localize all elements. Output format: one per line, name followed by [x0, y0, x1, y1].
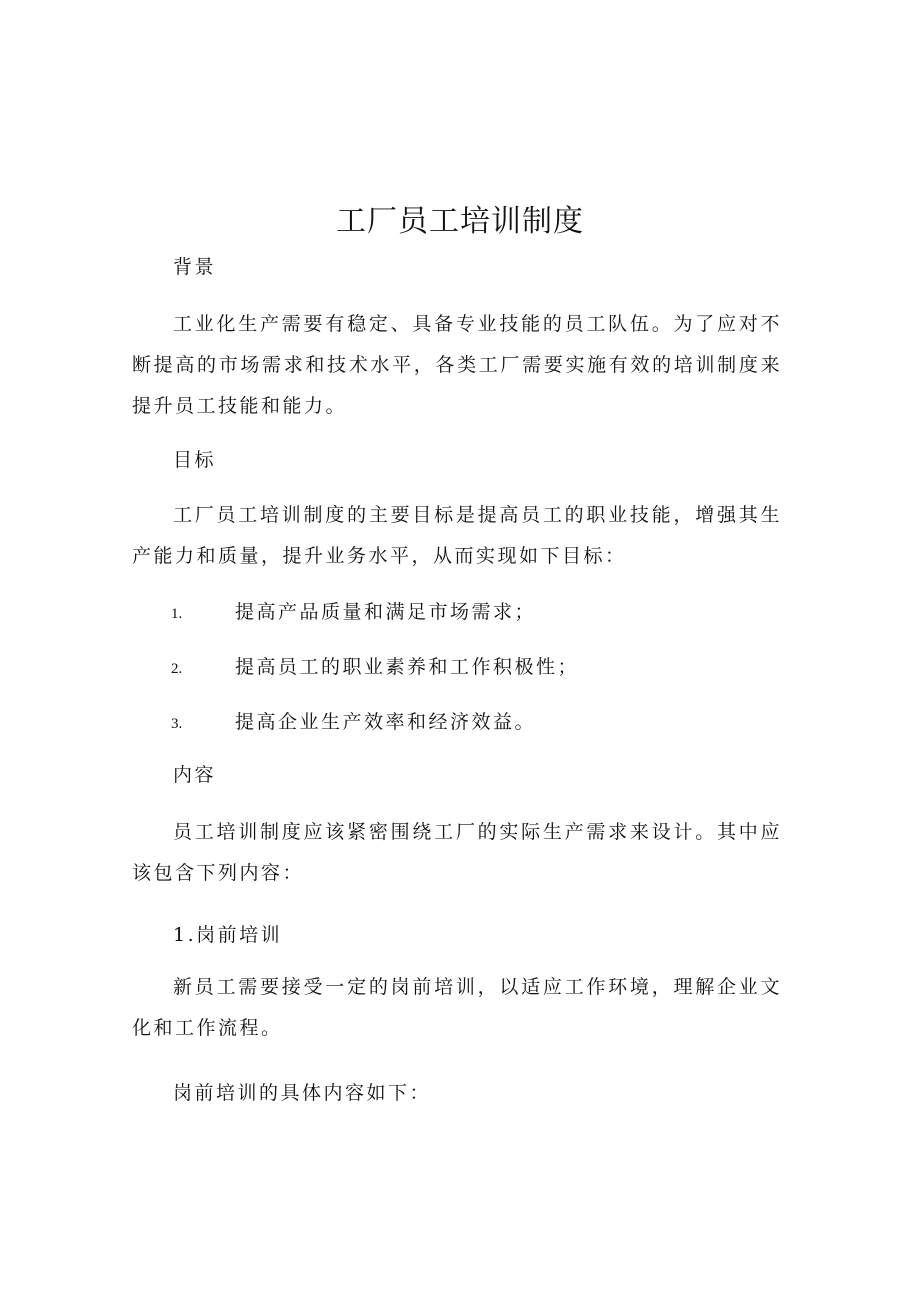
- paragraph-background: 工业化生产需要有稳定、具备专业技能的员工队伍。为了应对不断提高的市场需求和技术水平，各类工厂需要实施有效的培训制度来提升员工技能和能力。: [132, 313, 782, 417]
- heading-content: 内容: [173, 764, 217, 786]
- paragraph-pre-job-training: 新员工需要接受一定的岗前培训，以适应工作环境，理解企业文化和工作流程。: [132, 976, 782, 1039]
- document-title: 工厂员工培训制度: [336, 204, 584, 239]
- list-item-text: 提高员工的职业素养和工作积极性；: [235, 656, 580, 678]
- list-item: [171, 647, 579, 690]
- list-item: [171, 592, 536, 635]
- list-item: [171, 702, 536, 745]
- paragraph-pre-job-detail: 岗前培训的具体内容如下：: [173, 1082, 432, 1104]
- heading-pre-job-training: 1.岗前培训: [173, 924, 283, 946]
- heading-goals: 目标: [173, 449, 217, 471]
- paragraph-content: 员工培训制度应该紧密围绕工厂的实际生产需求来设计。其中应该包含下列内容：: [132, 821, 782, 884]
- paragraph-goals: 工厂员工培训制度的主要目标是提高员工的职业技能，增强其生产能力和质量，提升业务水平，从而实现如下目标：: [132, 504, 782, 567]
- heading-background: 背景: [173, 256, 217, 278]
- list-item-number: 3.: [171, 716, 183, 732]
- list-item-text: 提高产品质量和满足市场需求；: [235, 601, 537, 623]
- list-item-text: 提高企业生产效率和经济效益。: [235, 711, 537, 733]
- list-item-number: 1.: [171, 606, 183, 622]
- list-item-number: 2.: [171, 661, 183, 677]
